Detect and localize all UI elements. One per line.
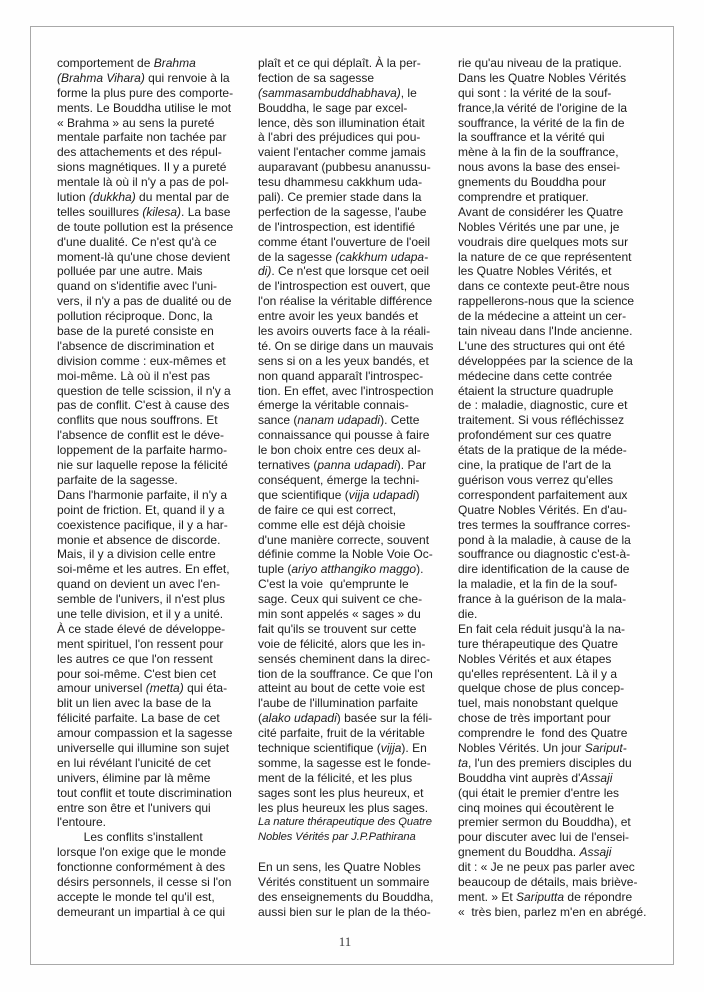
text-line: (alako udapadi) basée sur la féli- [258,711,433,726]
text-line: sages sont les plus heureux, et [258,785,424,800]
text-line: rappellerons-nous que la science [458,294,635,309]
text-line: non quand apparaît l'introspec- [258,368,424,383]
text-line: des attachements et des répul- [57,145,222,160]
text-line: fection de sa sagesse [258,70,375,85]
text-line: de faire ce qui est correct, [258,502,397,517]
text-column-right [458,56,658,920]
text-line: tesu dhammesu cakkhum uda- [258,175,423,190]
text-line: comportement de Brahma [57,56,196,70]
text-line: de la sagesse (cakkhum udapa- [258,249,429,264]
text-line: loppement de la parfaite harmo- [57,443,228,458]
text-line: pour soi-même. C'est bien cet [57,666,217,681]
text-line: la nature de ce que représentent [458,249,632,264]
text-line: Quatre Nobles Vérités. En d'au- [458,502,628,517]
text-line: die. [458,606,478,621]
text-line: Nobles Vérités par J.P.Pathirana [258,831,416,844]
text-line: di). Ce n'est que lorsque cet oeil [258,264,430,279]
text-line: tuel, mais nonobstant quelque [458,696,619,711]
text-line: moment-là qu'une chose devient [57,249,231,264]
text-line: accepte le monde tel qu'il est, [57,889,215,904]
text-line: ment de la félicité, et les plus [258,770,413,785]
text-line: telles souillures (kilesa). La base [57,204,231,219]
text-line: sens si on a les yeux bandés, et [258,353,429,368]
text-line: félicité parfaite. La base de cet [57,711,220,726]
text-line: souffrance, la vérité de la fin de [458,115,625,130]
text-line: les avoirs ouverts face à la réali- [258,324,431,339]
text-line: qu'elles représentent. Là il y a [458,666,618,681]
text-line: comprendre le fond des Quatre [458,726,628,741]
text-line: division comme : eux-mêmes et [57,353,226,368]
text-line: point de friction. Et, quand il y a [57,502,225,517]
text-line: (qui était le premier d'entre les [458,785,620,800]
text-line: gnements du Bouddha pour [458,175,607,190]
text-line: l'entoure. [57,815,106,830]
text-line: Avant de considérer les Quatre [458,204,624,219]
text-line: connaissance qui pousse à faire [258,428,430,443]
text-line: en lui révélant l'unicité de cet [57,755,211,770]
text-line: forme la plus pure des comporte- [57,85,234,100]
text-line: les autres ce que l'on ressent [57,651,213,666]
text-line: (Brahma Vihara) qui renvoie à la [57,70,230,85]
text-line: états de la pratique de la méde- [458,443,627,458]
text-line: perfection de la sagesse, l'aube [258,204,427,219]
text-line: tout conflit et toute discrimination [57,785,232,800]
text-line: tres termes la souffrance corres- [458,517,631,532]
text-line: ments. Le Bouddha utilise le mot [57,100,232,115]
text-line: ta, l'un des premiers disciples du [458,755,632,770]
text-line: pollution réciproque. Donc, la [57,309,213,324]
text-line: de toute pollution est la présence [57,219,234,234]
text-line: lution (dukkha) du mental par de [57,190,230,205]
text-line: Nobles Vérités une par une, je [458,219,620,234]
text-line: mentale parfaite non tachée par [57,130,227,145]
text-line: chose de très important pour [458,711,611,726]
text-line: té. On se dirige dans un mauvais [258,338,434,353]
text-line: conflits que nous souffrons. Et [57,413,218,428]
text-line: lence, dès son illumination était [258,115,425,130]
text-line: technique scientifique (vijja). En [258,740,427,755]
text-line: émerge la véritable connais- [258,398,409,413]
text-line: définie comme la Noble Voie Oc- [258,547,433,562]
text-line: À ce stade élevé de développe- [57,621,226,636]
text-line: les Quatre Nobles Vérités, et [458,264,612,279]
text-line: min sont appelés « sages » du [258,606,421,621]
text-line: entre avoir les yeux bandés et [258,309,419,324]
text-line: universelle qui illumine son sujet [57,740,230,755]
text-line: le bon choix entre ces deux al- [258,443,421,458]
text-line: voudrais dire quelques mots sur [458,234,629,249]
text-line: mène à la fin de la souffrance, [458,145,619,160]
text-line: Mais, il y a division celle entre [57,547,216,562]
text-line: monie et absence de discorde. [57,532,221,547]
text-line: cine, la pratique de l'art de la [458,458,612,473]
text-line: développées par la science de la [458,353,633,368]
text-line: profondément sur ces quatre [458,428,612,443]
text-line: gnement du Bouddha. Assaji [458,845,612,860]
text-line: de : maladie, diagnostic, cure et [458,398,628,413]
text-line: cité parfaite, fruit de la véritable [258,726,425,741]
text-line: En un sens, les Quatre Nobles [258,860,421,875]
text-line: Nobles Vérités et aux étapes [458,651,612,666]
text-line: que scientifique (vijja udapadi) [258,487,420,502]
text-line: fonctionne conformément à des [57,860,226,875]
text-line: premier sermon du Bouddha), et [458,815,631,830]
text-line: comme étant l'ouverture de l'oeil [258,234,431,249]
text-line: L'une des structures qui ont été [458,338,626,353]
text-line: tion. En effet, avec l'introspection [258,383,434,398]
text-line: sensés cheminent dans la direc- [258,651,431,666]
text-line: étaient la structure quadruple [458,383,614,398]
text-line: auparavant (pubbesu ananussu- [258,160,431,175]
text-line: quand on devient un avec l'en- [57,577,221,592]
page-number: 11 [338,934,352,949]
text-line: comprendre et pratiquer. [458,190,589,205]
text-line: rie qu'au niveau de la pratique. [458,56,622,70]
text-line: entre son être et l'univers qui [57,800,211,815]
text-line: comme elle est déjà choisie [258,517,406,532]
text-line: mentale là où il n'y a pas de pol- [57,175,229,190]
text-line: amour compassion et la sagesse [57,726,233,741]
text-column-center [258,56,458,920]
text-line: cinq moines qui écoutèrent le [458,800,615,815]
text-line: france à la guérison de la mala- [458,592,627,607]
text-line: Bouddha, le sage par excel- [258,100,408,115]
text-line: dit : « Je ne peux pas parler avec [458,860,635,875]
text-line: l'aube de l'illumination parfaite [258,696,419,711]
text-line: soi-même et les autres. En effet, [57,562,230,577]
text-line: conséquent, émerge la techni- [258,472,420,487]
text-line: base de la pureté consiste en [57,324,214,339]
text-line: ternatives (panna udapadi). Par [258,458,427,473]
text-line: Dans l'harmonie parfaite, il n'y a [57,487,227,502]
text-column-left [57,56,257,920]
text-line: pas de conflit. C'est à cause des [57,398,230,413]
text-line: d'une manière correcte, souvent [258,532,430,547]
text-line: Dans les Quatre Nobles Vérités [458,70,627,85]
text-line: En fait cela réduit jusqu'à la na- [458,621,626,636]
text-line: aussi bien sur le plan de la théo- [258,904,431,919]
text-line: tuple (ariyo atthangiko maggo). [258,562,424,577]
text-line: univers, élimine par là même [57,770,211,785]
text-line: désirs personnels, il cesse si l'on [57,874,232,889]
text-line: l'absence de discrimination et [57,338,215,353]
text-line: la maladie, et la fin de la souf- [458,577,618,592]
text-line: france,la vérité de l'origine de la [458,100,628,115]
text-line: souffrance ou diagnostic c'est-à- [458,547,631,562]
text-line: Vérités constituent un sommaire [258,874,430,889]
text-line: polluée par une autre. Mais [57,264,203,279]
text-line: quand on s'identifie avec l'uni- [57,279,218,294]
text-line: qui sont : la vérité de la souf- [458,85,612,100]
text-line: dire identification de la cause de [458,562,630,577]
text-line: d'une dualité. Ce n'est qu'à ce [57,234,217,249]
text-line: sage. Ceux qui suivent ce che- [258,592,423,607]
text-line: correspondent parfaitement aux [458,487,628,502]
text-line: Nobles Vérités. Un jour Sariput- [458,740,627,755]
text-line: dans ce contexte peut-être nous [458,279,630,294]
text-line: moi-même. Là où il n'est pas [57,368,211,383]
text-line: pali). Ce premier stade dans la [258,190,422,205]
text-line: l'absence de conflit est le déve- [57,428,225,443]
text-line: traitement. Si vous réfléchissez [458,413,625,428]
text-line: ture thérapeutique des Quatre [458,636,619,651]
text-line: atteint au bout de cette voie est [258,681,425,696]
text-line: coexistence pacifique, il y a har- [57,517,228,532]
text-line: guérison vous verrez qu'elles [458,472,614,487]
text-line: pour discuter avec lui de l'ensei- [458,830,630,845]
text-line: ment. » Et Sariputta de répondre [458,889,633,904]
text-line: l'on réalise la véritable différence [258,294,433,309]
text-line: nie sur laquelle repose la félicité [57,458,228,473]
text-line: plaît et ce qui déplaît. À la per- [258,56,421,70]
text-line: (sammasambuddhabhava), le [258,85,417,100]
text-line: vaient l'entacher comme jamais [258,145,426,160]
text-line: blit un lien avec la base de la [57,696,212,711]
text-line: à l'abri des préjudices qui pou- [258,130,421,145]
text-line: une telle division, et il y a unité. [57,606,224,621]
text-line: « très bien, parlez m'en en abrégé. [458,904,647,919]
text-line: La nature thérapeutique des Quatre [258,816,432,829]
text-line: lorsque l'on exige que le monde [57,845,227,860]
text-line: la souffrance et la vérité qui [458,130,605,145]
text-line: les plus heureux les plus sages. [258,800,429,815]
text-line: tion de la souffrance. Ce que l'on [258,666,433,681]
text-line: sions magnétiques. Il y a pureté [57,160,227,175]
text-line: de l'introspection, est identifié [258,219,416,234]
text-line: fait qu'ils se trouvent sur cette [258,621,417,636]
text-line: voie de félicité, alors que les in- [258,636,426,651]
text-line: médecine dans cette contrée [458,368,613,383]
text-line: vers, il n'y a pas de dualité ou de [57,294,232,309]
text-line: amour universel (metta) qui éta- [57,681,228,696]
text-line: sance (nanam udapadi). Cette [258,413,420,428]
text-line: C'est la voie qu'emprunte le [258,577,409,592]
text-line: beaucoup de détails, mais briève- [458,874,638,889]
text-line: tain niveau dans l'Inde ancienne. [458,324,633,339]
text-line: somme, la sagesse est le fonde- [258,755,431,770]
text-line: nous avons la base des ensei- [458,160,621,175]
text-line: ment spirituel, l'on ressent pour [57,636,224,651]
text-line: des enseignements du Bouddha, [258,889,434,904]
text-line: pond à la maladie, à cause de la [458,532,631,547]
text-line: question de telle scission, il n'y a [57,383,231,398]
text-line: de la médecine a atteint un cer- [458,309,627,324]
text-line: « Brahma » au sens la pureté [57,115,215,130]
text-line: quelque chose de plus concep- [458,681,625,696]
text-line: demeurant un impartial à ce qui [57,904,226,919]
text-line: de l'introspection est ouvert, que [258,279,431,294]
text-line: Les conflits s'installent [57,830,203,845]
text-line: Bouddha vint auprès d'Assaji [458,770,613,785]
text-line: parfaite de la sagesse. [57,472,178,487]
text-line: semble de l'univers, il n'est plus [57,592,225,607]
